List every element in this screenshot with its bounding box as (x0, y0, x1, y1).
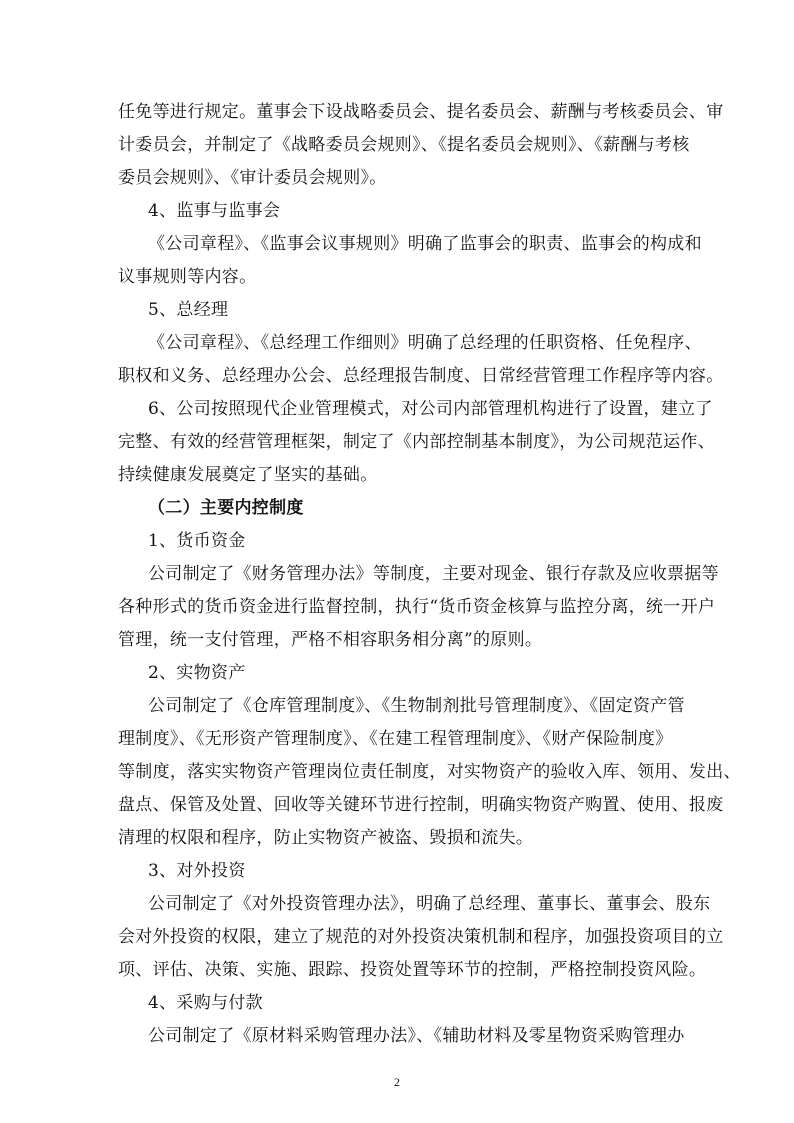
section-heading: 4、监事与监事会 (148, 201, 281, 221)
section-heading: 4、采购与付款 (148, 993, 263, 1013)
text-line: 公司制定了《财务管理办法》等制度，主要对现金、银行存款及应收票据等 (148, 564, 719, 584)
text-line: 议事规则等内容。 (118, 267, 257, 287)
text-line: 完整、有效的经营管理框架，制定了《内部控制基本制度》，为公司规范运作、 (118, 432, 715, 452)
section-heading: 3、对外投资 (148, 861, 246, 881)
text-line: 盘点、保管及处置、回收等关键环节进行控制，明确实物资产购置、使用、报废 (118, 795, 724, 815)
text-line: 理制度》、《无形资产管理制度》、《在建工程管理制度》、《财产保险制度》 (118, 729, 673, 749)
text-line: 《公司章程》、《监事会议事规则》明确了监事会的职责、监事会的构成和 (148, 234, 702, 254)
text-line: 计委员会，并制定了《战略委员会规则》、《提名委员会规则》、《薪酬与考核 (118, 135, 690, 155)
text-line: 等制度，落实实物资产管理岗位责任制度，对实物资产的验收入库、领用、发出、 (118, 762, 741, 782)
text-line: 6、公司按照现代企业管理模式，对公司内部管理机构进行了设置，建立了 (148, 399, 713, 419)
chapter-heading: （二）主要内控制度 (148, 498, 304, 518)
section-heading: 5、总经理 (148, 300, 229, 320)
text-line: 任免等进行规定。董事会下设战略委员会、提名委员会、薪酬与考核委员会、审 (118, 102, 724, 122)
text-line: 公司制定了《仓库管理制度》、《生物制剂批号管理制度》、《固定资产管 (148, 696, 685, 716)
text-line: 持续健康发展奠定了坚实的基础。 (118, 465, 378, 485)
text-line: 《公司章程》、《总经理工作细则》明确了总经理的任职资格、任免程序、 (148, 333, 702, 353)
text-line: 委员会规则》、《审计委员会规则》。 (118, 168, 387, 188)
text-line: 公司制定了《对外投资管理办法》，明确了总经理、董事长、董事会、股东 (148, 894, 711, 914)
page-number: 2 (394, 1075, 400, 1089)
text-line: 职权和义务、总经理办公会、总经理报告制度、日常经营管理工作程序等内容。 (118, 366, 724, 386)
text-line: 清理的权限和程序，防止实物资产被盗、毁损和流失。 (118, 828, 534, 848)
text-line: 会对外投资的权限，建立了规范的对外投资决策机制和程序，加强投资项目的立 (118, 927, 724, 947)
text-line: 管理，统一支付管理，严格不相容职务相分离”的原则。 (118, 630, 543, 650)
text-line: 项、评估、决策、实施、跟踪、投资处置等环节的控制，严格控制投资风险。 (118, 960, 707, 980)
text-line: 各种形式的货币资金进行监督控制，执行“货币资金核算与监控分离，统一开户 (118, 597, 716, 617)
section-heading: 1、货币资金 (148, 531, 246, 551)
text-line: 公司制定了《原材料采购管理办法》、《辅助材料及零星物资采购管理办 (148, 1026, 685, 1046)
section-heading: 2、实物资产 (148, 663, 246, 683)
